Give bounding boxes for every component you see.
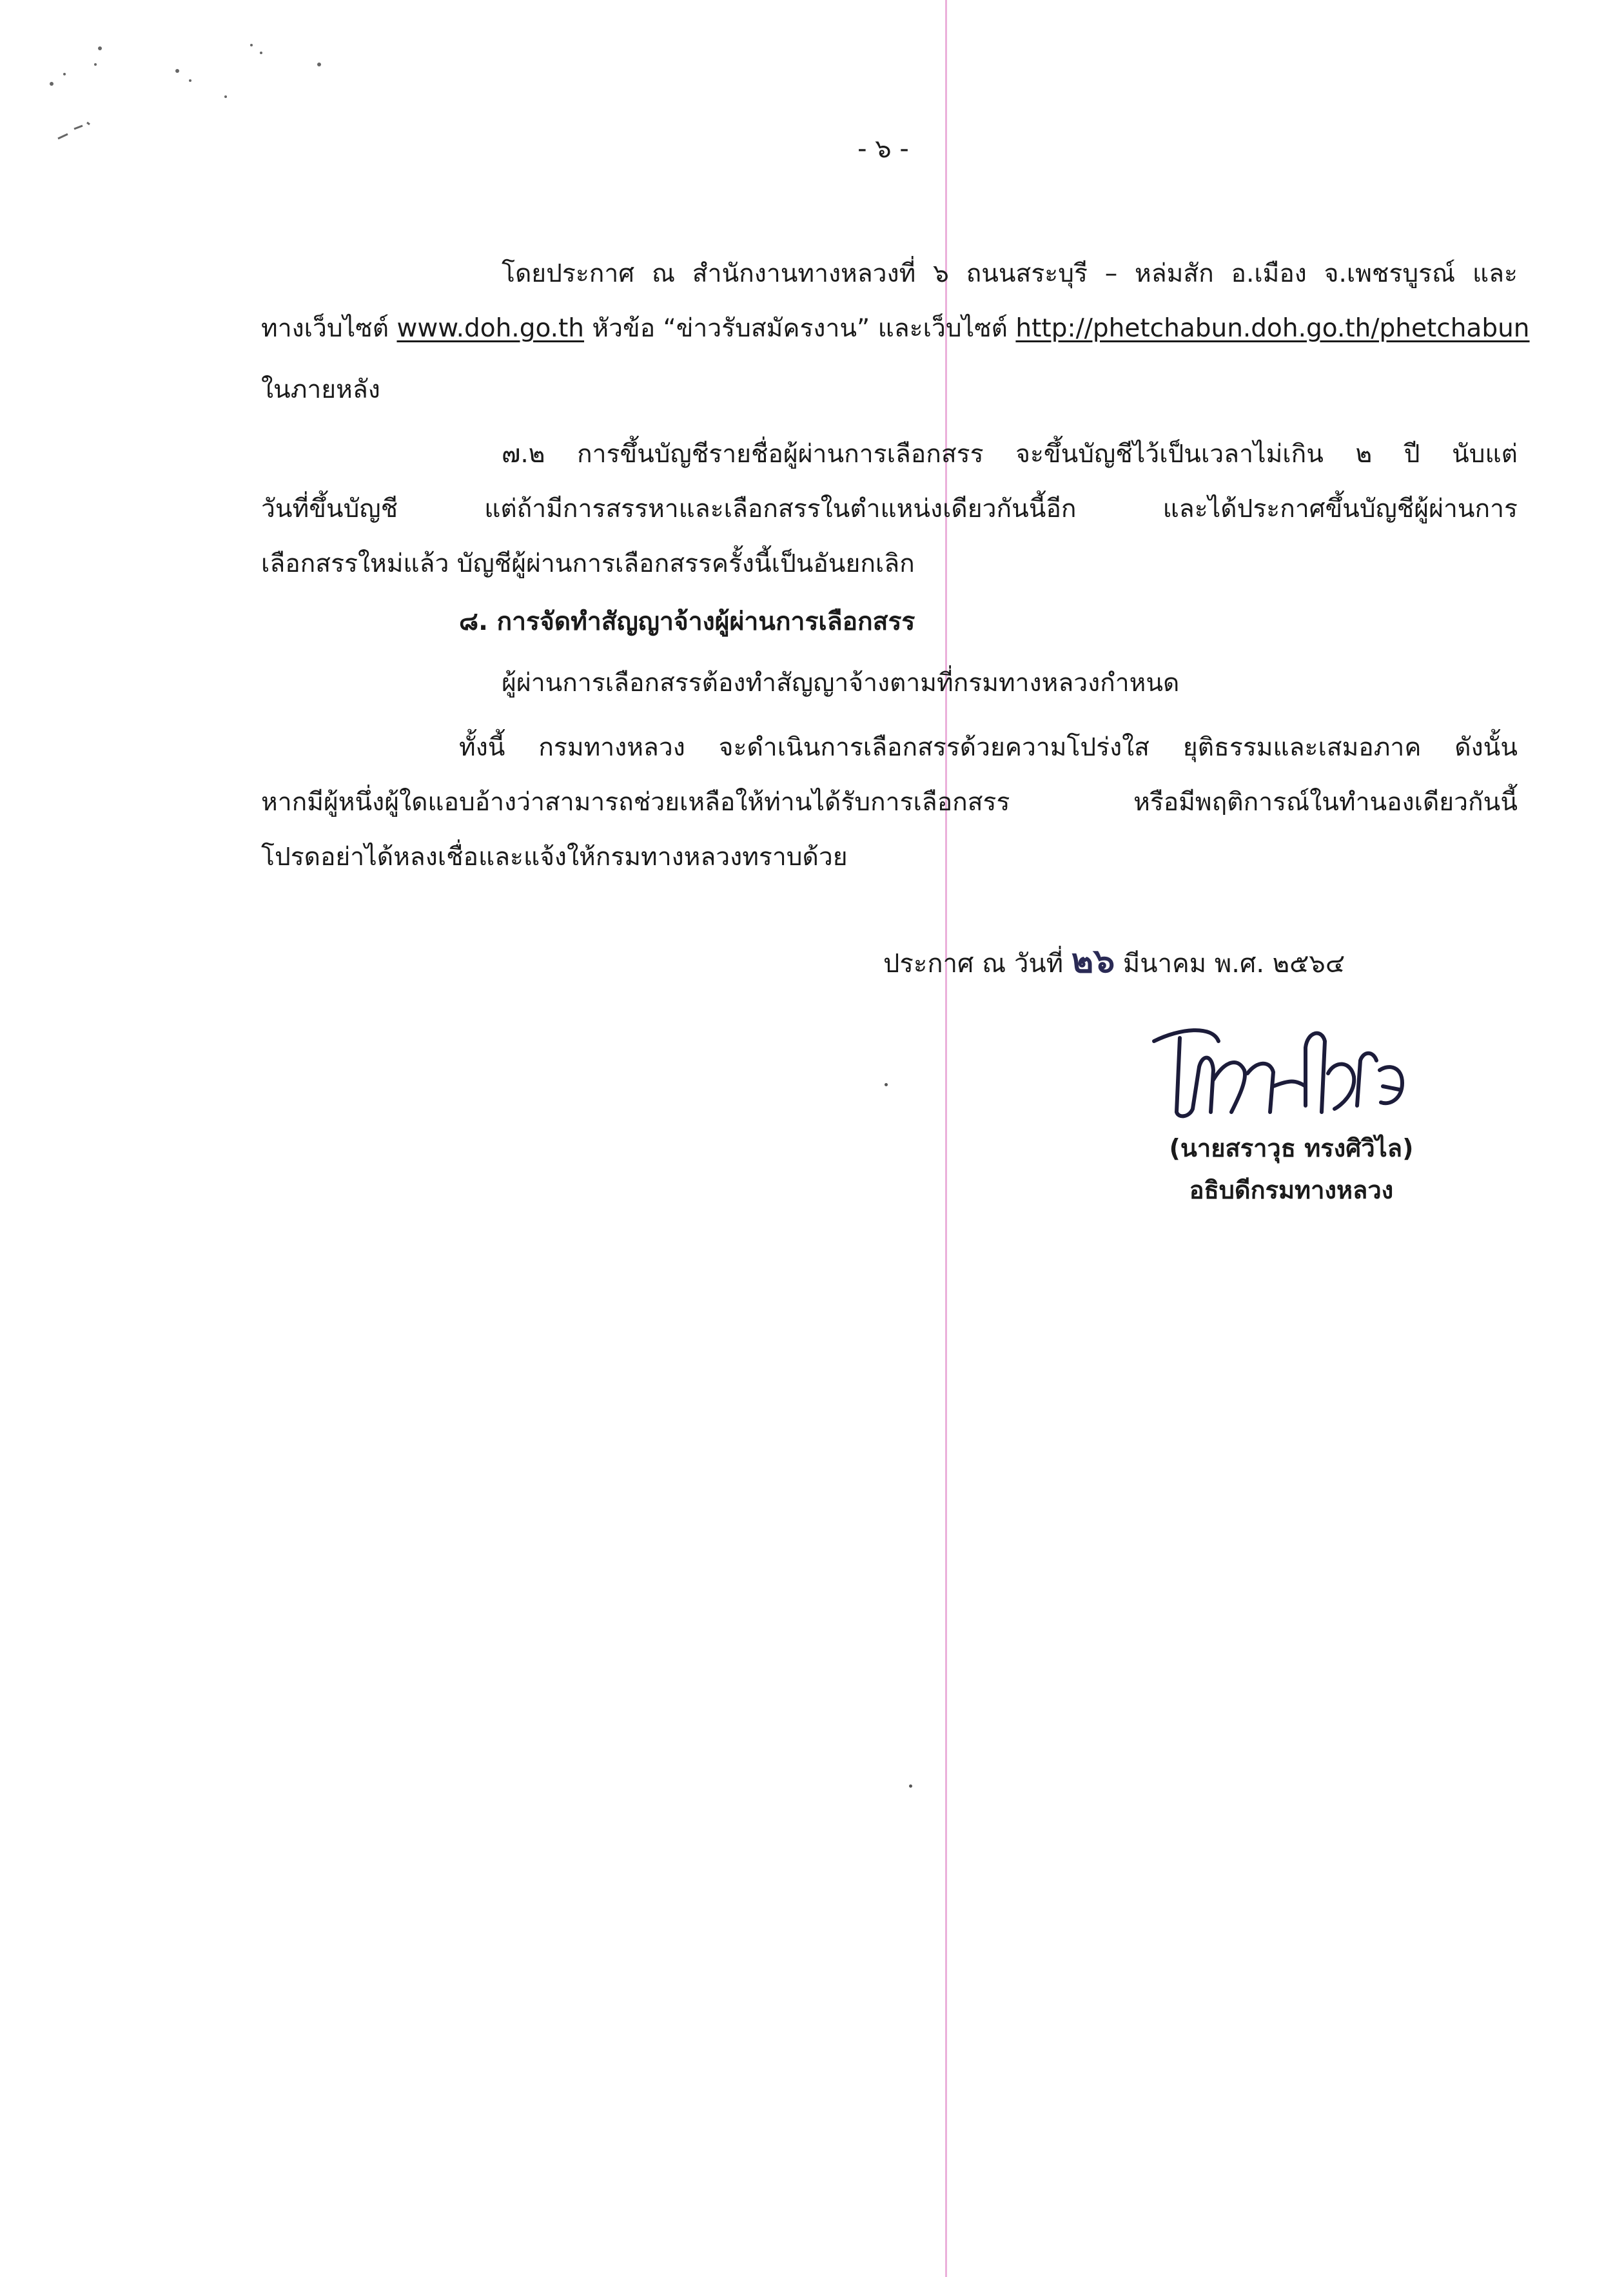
scan-specks	[39, 26, 335, 168]
page-number: - ๖ -	[857, 134, 909, 164]
scan-speck	[909, 1784, 912, 1788]
announcement-day: ๒๖	[1071, 941, 1115, 981]
signatory-name: (นายสราวุธ ทรงศิวิไล)	[1169, 1134, 1414, 1162]
handwritten-signature	[1141, 1015, 1412, 1125]
para-7-2-line-1: ๗.๒ การขึ้นบัญชีรายชื่อผู้ผ่านการเลือกสรร จะขึ้นบัญชีไว้เป็นเวลาไม่เกิน ๒ ปี นับแต่	[502, 440, 1518, 469]
closing-line-3: โปรดอย่าได้หลงเชื่อและแจ้งให้กรมทางหลวงทราบด้วย	[261, 843, 848, 872]
announcement-prefix: ประกาศ ณ วันที่	[883, 949, 1071, 979]
para-1-line-2-prefix: ทางเว็บไซต์	[261, 314, 397, 343]
para-1-line-2	[261, 314, 1530, 343]
section-8-body: ผู้ผ่านการเลือกสรรต้องทำสัญญาจ้างตามที่กรมทางหลวงกำหนด	[502, 669, 1180, 698]
para-1-line-2-middle: หัวข้อ “ข่าวรับสมัครงาน” และเว็บไซต์	[584, 314, 1016, 343]
para-1-line-1: โดยประกาศ ณ สำนักงานทางหลวงที่ ๖ ถนนสระบุรี – หล่มสัก อ.เมือง จ.เพชรบูรณ์ และ	[502, 259, 1518, 288]
phetchabun-website-link[interactable]: http://phetchabun.doh.go.th/phetchabun	[1015, 314, 1530, 343]
announcement-date	[883, 941, 1345, 981]
announcement-suffix: มีนาคม พ.ศ. ๒๕๖๔	[1115, 949, 1345, 979]
closing-line-2: หากมีผู้หนึ่งผู้ใดแอบอ้างว่าสามารถช่วยเหลือให้ท่านได้รับการเลือกสรร หรือมีพฤติการณ์ในทำนองเดียวกันนี้	[261, 788, 1518, 817]
signatory-title: อธิบดีกรมทางหลวง	[1189, 1176, 1394, 1204]
section-8-heading: ๘. การจัดทำสัญญาจ้างผู้ผ่านการเลือกสรร	[459, 607, 915, 636]
para-7-2-line-3: เลือกสรรใหม่แล้ว บัญชีผู้ผ่านการเลือกสรรครั้งนี้เป็นอันยกเลิก	[261, 549, 915, 578]
para-1-line-3: ในภายหลัง	[261, 375, 380, 404]
closing-line-1: ทั้งนี้ กรมทางหลวง จะดำเนินการเลือกสรรด้วยความโปร่งใส ยุติธรรมและเสมอภาค ดังนั้น	[459, 733, 1518, 762]
scan-speck	[885, 1083, 888, 1086]
doh-website-link[interactable]: www.doh.go.th	[396, 314, 585, 343]
para-7-2-line-2: วันที่ขึ้นบัญชี แต่ถ้ามีการสรรหาและเลือกสรรในตำแหน่งเดียวกันนี้อีก และได้ประกาศขึ้นบัญชีผู้ผ่านการ	[261, 494, 1518, 523]
